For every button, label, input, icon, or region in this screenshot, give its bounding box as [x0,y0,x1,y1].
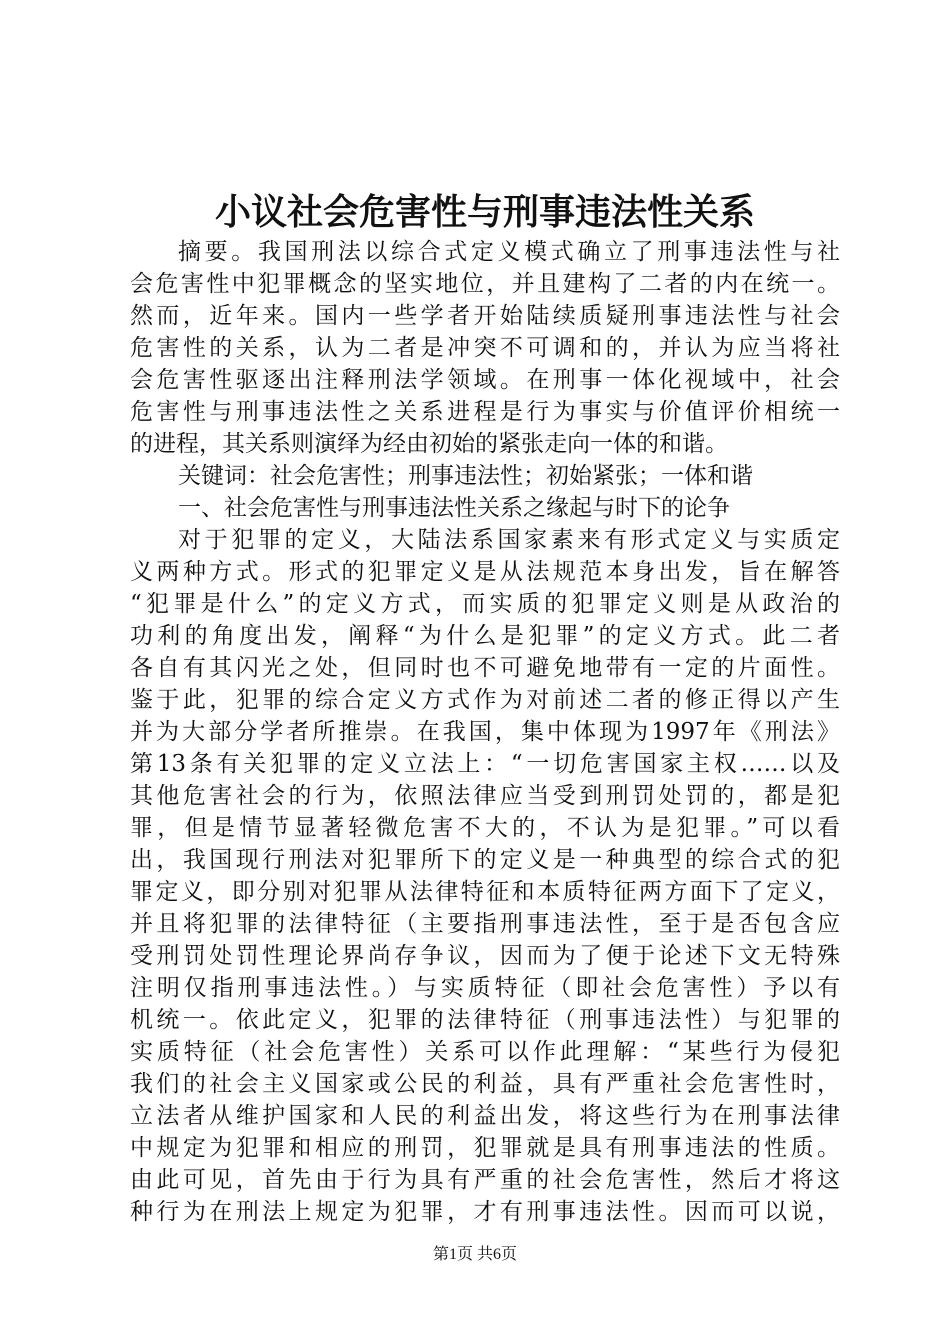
text-line: 鉴于此，犯罪的综合定义方式作为对前述二者的修正得以产生 [130,687,840,713]
text-line: 罪，但是情节显著轻微危害不大的，不认为是犯罪。”可以看 [130,815,840,841]
text-line: 注明仅指刑事违法性。）与实质特征（即社会危害性）予以有 [130,975,840,1001]
text-line: 会危害性中犯罪概念的坚实地位，并且建构了二者的内在统一。 [130,271,840,297]
document-title: 小议社会危害性与刑事违法性关系 [214,191,755,233]
text-line: 由此可见，首先由于行为具有严重的社会危害性，然后才将这 [130,1167,840,1193]
text-line: 机统一。依此定义，犯罪的法律特征（刑事违法性）与犯罪的 [130,1007,840,1033]
abstract-paragraph [130,236,840,460]
text-line: 立法者从维护国家和人民的利益出发，将这些行为在刑事法律 [130,1103,840,1129]
keywords-line: 关键词：社会危害性；刑事违法性；初始紧张；一体和谐 [178,463,753,489]
text-line: 我们的社会主义国家或公民的利益，具有严重社会危害性时， [130,1071,840,1097]
text-line: 并为大部分学者所推崇。在我国，集中体现为1997年《刑法》 [130,719,840,745]
page-indicator: 第1页 共6页 [432,1246,517,1263]
text-line: 并且将犯罪的法律特征（主要指刑事违法性，至于是否包含应 [130,911,840,937]
body-paragraph [130,524,840,1228]
text-line: 受刑罚处罚性理论界尚存争议，因而为了便于论述下文无特殊 [130,943,840,969]
text-line: 中规定为犯罪和相应的刑罚，犯罪就是具有刑事违法的性质。 [130,1135,840,1161]
text-line: 危害性的关系，认为二者是冲突不可调和的，并认为应当将社 [130,335,840,361]
text-line: 种行为在刑法上规定为犯罪，才有刑事违法性。因而可以说， [130,1199,840,1225]
text-line: 各自有其闪光之处，但同时也不可避免地带有一定的片面性。 [130,655,840,681]
text-line: 其他危害社会的行为，依照法律应当受到刑罚处罚的，都是犯 [130,783,840,809]
text-line: 义两种方式。形式的犯罪定义是从法规范本身出发，旨在解答 [130,559,840,585]
text-line: 危害性与刑事违法性之关系进程是行为事实与价值评价相统一 [130,399,840,425]
text-line: 第13条有关犯罪的定义立法上：“一切危害国家主权……以及 [130,751,840,777]
text-line: 的进程，其关系则演绎为经由初始的紧张走向一体的和谐。 [130,431,728,457]
text-line: 会危害性驱逐出注释刑法学领域。在刑事一体化视域中，社会 [130,367,840,393]
text-line: 罪定义，即分别对犯罪从法律特征和本质特征两方面下了定义， [130,879,840,905]
text-line: 摘要。我国刑法以综合式定义模式确立了刑事违法性与社 [178,239,840,265]
text-line: 然而，近年来。国内一些学者开始陆续质疑刑事违法性与社会 [130,303,840,329]
text-line: 功利的角度出发，阐释“为什么是犯罪”的定义方式。此二者 [130,623,840,649]
text-line: 实质特征（社会危害性）关系可以作此理解：“某些行为侵犯 [130,1039,840,1065]
document-page [130,188,840,1228]
text-line: 出，我国现行刑法对犯罪所下的定义是一种典型的综合式的犯 [130,847,840,873]
text-line: 对于犯罪的定义，大陆法系国家素来有形式定义与实质定 [178,527,840,553]
section-heading: 一、社会危害性与刑事违法性关系之缘起与时下的论争 [178,495,730,521]
text-line: “犯罪是什么”的定义方式，而实质的犯罪定义则是从政治的 [130,591,840,617]
